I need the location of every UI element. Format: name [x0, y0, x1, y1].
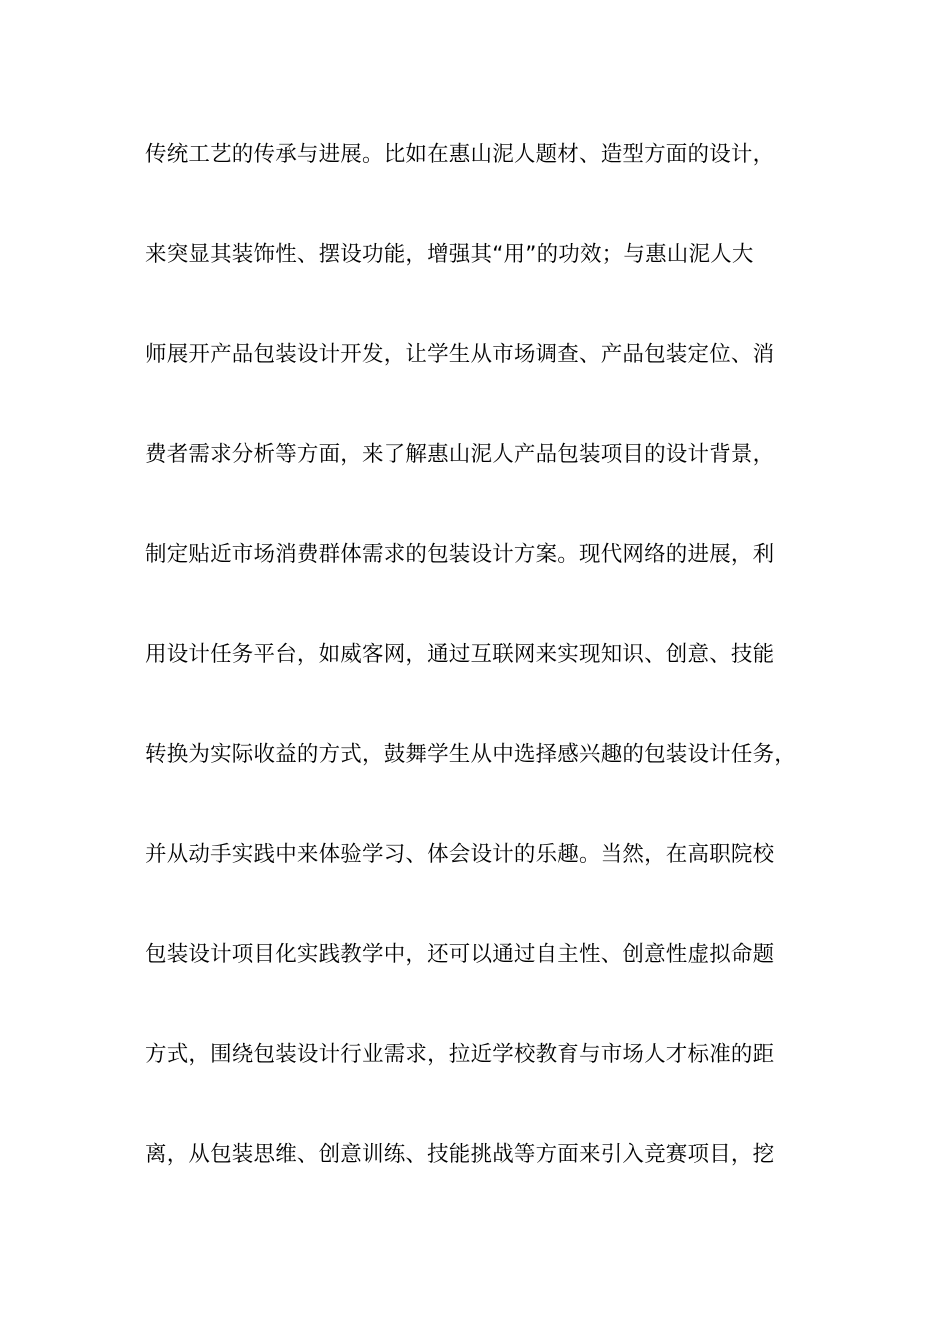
text-line: 用设计任务平台，如威客网，通过互联网来实现知识、创意、技能 — [145, 642, 775, 667]
body-text — [145, 131, 835, 1231]
text-line: 传统工艺的传承与进展。比如在惠山泥人题材、造型方面的设计， — [145, 142, 775, 167]
text-line: 费者需求分析等方面，来了解惠山泥人产品包装项目的设计背景， — [145, 442, 775, 467]
text-line: 转换为实际收益的方式，鼓舞学生从中选择感兴趣的包装设计任务， — [145, 742, 797, 767]
text-line: 方式，围绕包装设计行业需求，拉近学校教育与市场人才标准的距 — [145, 1042, 775, 1067]
text-line: 并从动手实践中来体验学习、体会设计的乐趣。当然，在高职院校 — [145, 842, 775, 867]
text-line: 来突显其装饰性、摆设功能，增强其“用”的功效；与惠山泥人大 — [145, 242, 754, 267]
text-line: 师展开产品包装设计开发，让学生从市场调查、产品包装定位、消 — [145, 342, 775, 367]
text-line: 包装设计项目化实践教学中，还可以通过自主性、创意性虚拟命题 — [145, 942, 775, 967]
text-line: 离，从包装思维、创意训练、技能挑战等方面来引入竞赛项目，挖 — [145, 1142, 775, 1167]
text-line: 制定贴近市场消费群体需求的包装设计方案。现代网络的进展，利 — [145, 542, 775, 567]
